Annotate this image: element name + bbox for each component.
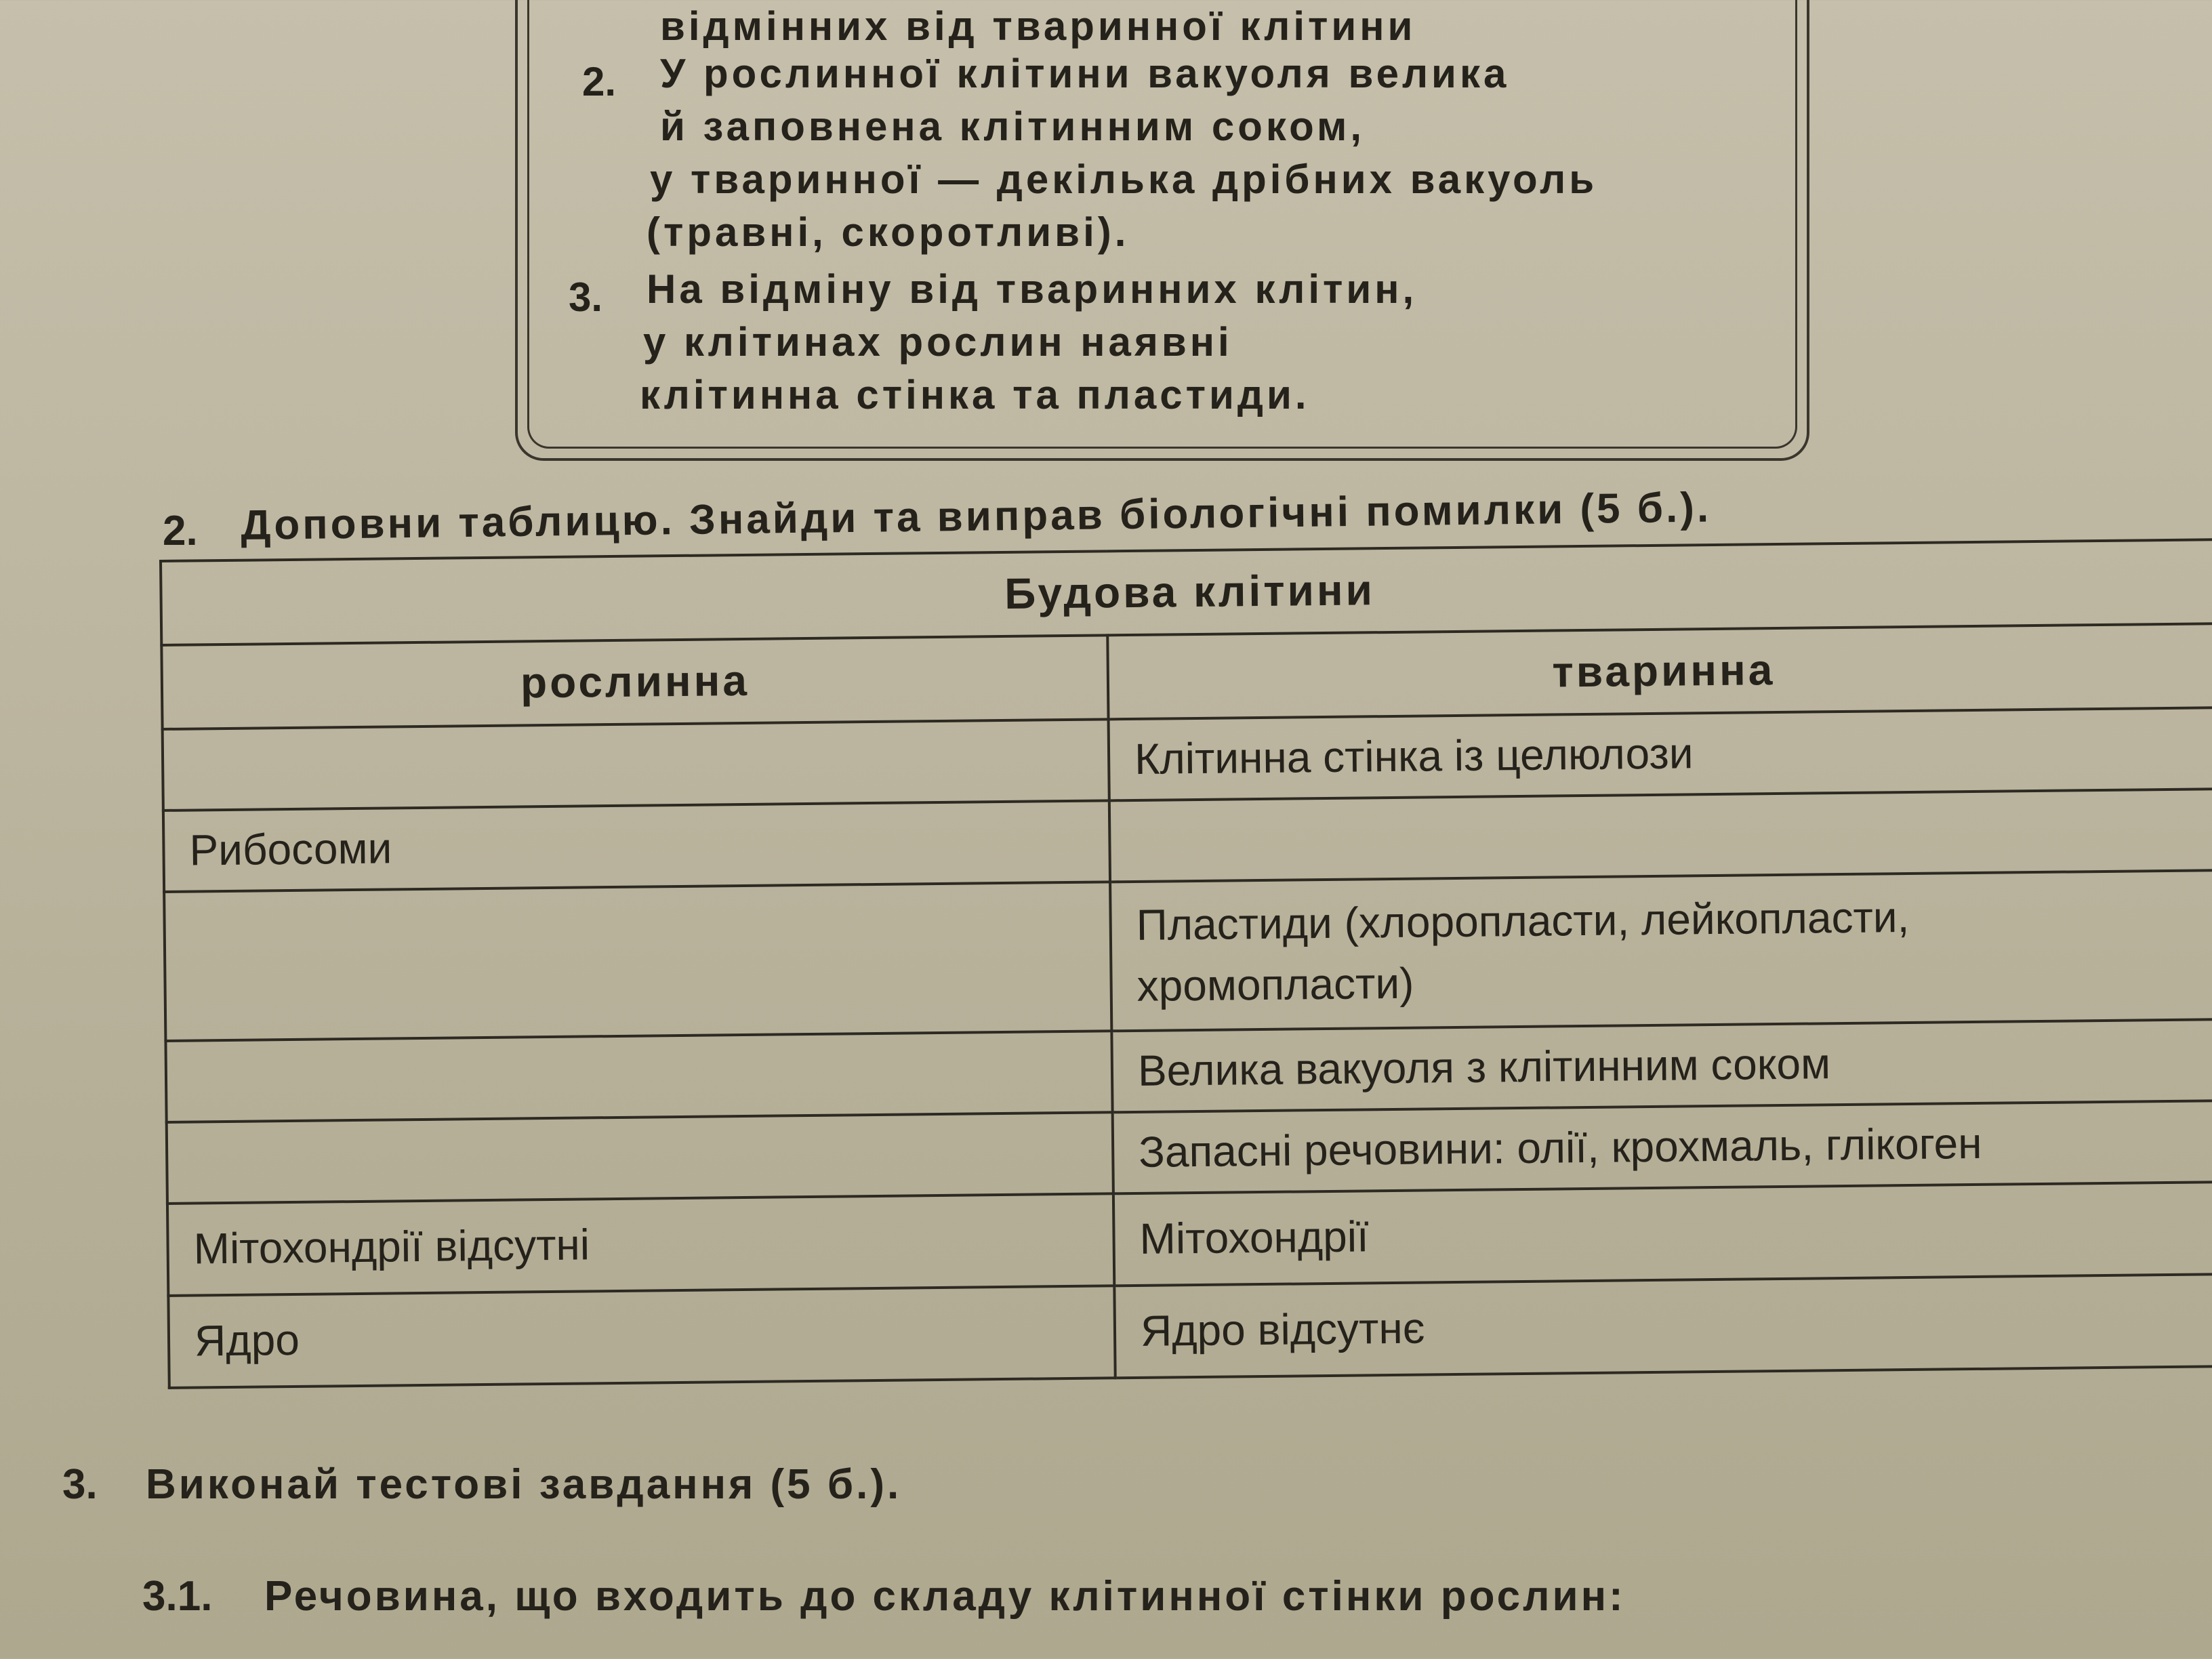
answer-line: відмінних від тваринної клітини: [660, 3, 1416, 49]
answer-line: У рослинної клітини вакуоля велика: [660, 51, 1510, 96]
animal-cell: Ядро відсутнє: [1114, 1274, 2212, 1378]
animal-cell: Мітохондрії: [1113, 1182, 2212, 1286]
answer-line: у тваринної — декілька дрібних вакуоль: [650, 157, 1598, 202]
plant-cell: Рибосоми: [163, 800, 1110, 892]
task-heading: Виконай тестові завдання (5 б.).: [146, 1461, 902, 1508]
answer-item-number: 2.: [582, 59, 617, 104]
table-row: [164, 870, 2212, 1041]
animal-cell: [1109, 789, 2212, 882]
answer-item-number: 3.: [569, 274, 603, 320]
answer-line: клітинна стінка та пластиди.: [640, 372, 1310, 417]
answer-line: й заповнена клітинним соком,: [660, 104, 1366, 149]
plant-cell: Мітохондрії відсутні: [167, 1193, 1114, 1296]
column-header-animal: тваринна: [1107, 623, 2212, 719]
answer-line: у клітинах рослин наявні: [643, 319, 1233, 365]
answer-line: (травні, скоротливі).: [647, 209, 1130, 255]
plant-cell: [165, 1031, 1112, 1122]
task-number: 3.: [62, 1461, 98, 1508]
cell-structure-table: [159, 538, 2212, 1389]
subtask-question: Речовина, що входить до складу клітинної стінки рослин:: [264, 1573, 1626, 1620]
answer-line: На відміну від тваринних клітин,: [647, 266, 1418, 312]
plant-cell: [163, 719, 1109, 811]
table-title: Будова клітини: [161, 539, 2212, 645]
animal-cell: Пластиди (хлоропласти, лейкопласти, хромопласти): [1110, 870, 2212, 1031]
subtask-number: 3.1.: [142, 1573, 213, 1620]
animal-cell: Клітинна стінка із целюлози: [1109, 708, 2212, 800]
plant-cell: [167, 1112, 1113, 1204]
answer-box: [515, 0, 1809, 461]
animal-cell: Велика вакуоля з клітинним соком: [1111, 1019, 2212, 1112]
column-header-plant: рослинна: [161, 635, 1108, 729]
plant-cell: Ядро: [168, 1286, 1115, 1388]
animal-cell: Запасні речовини: олії, крохмаль, глікоген: [1113, 1101, 2212, 1193]
task-number: 2.: [163, 508, 198, 554]
plant-cell: [164, 882, 1111, 1041]
task-heading: Доповни таблицю. Знайди та виправ біологічні помилки (5 б.).: [241, 484, 1712, 549]
